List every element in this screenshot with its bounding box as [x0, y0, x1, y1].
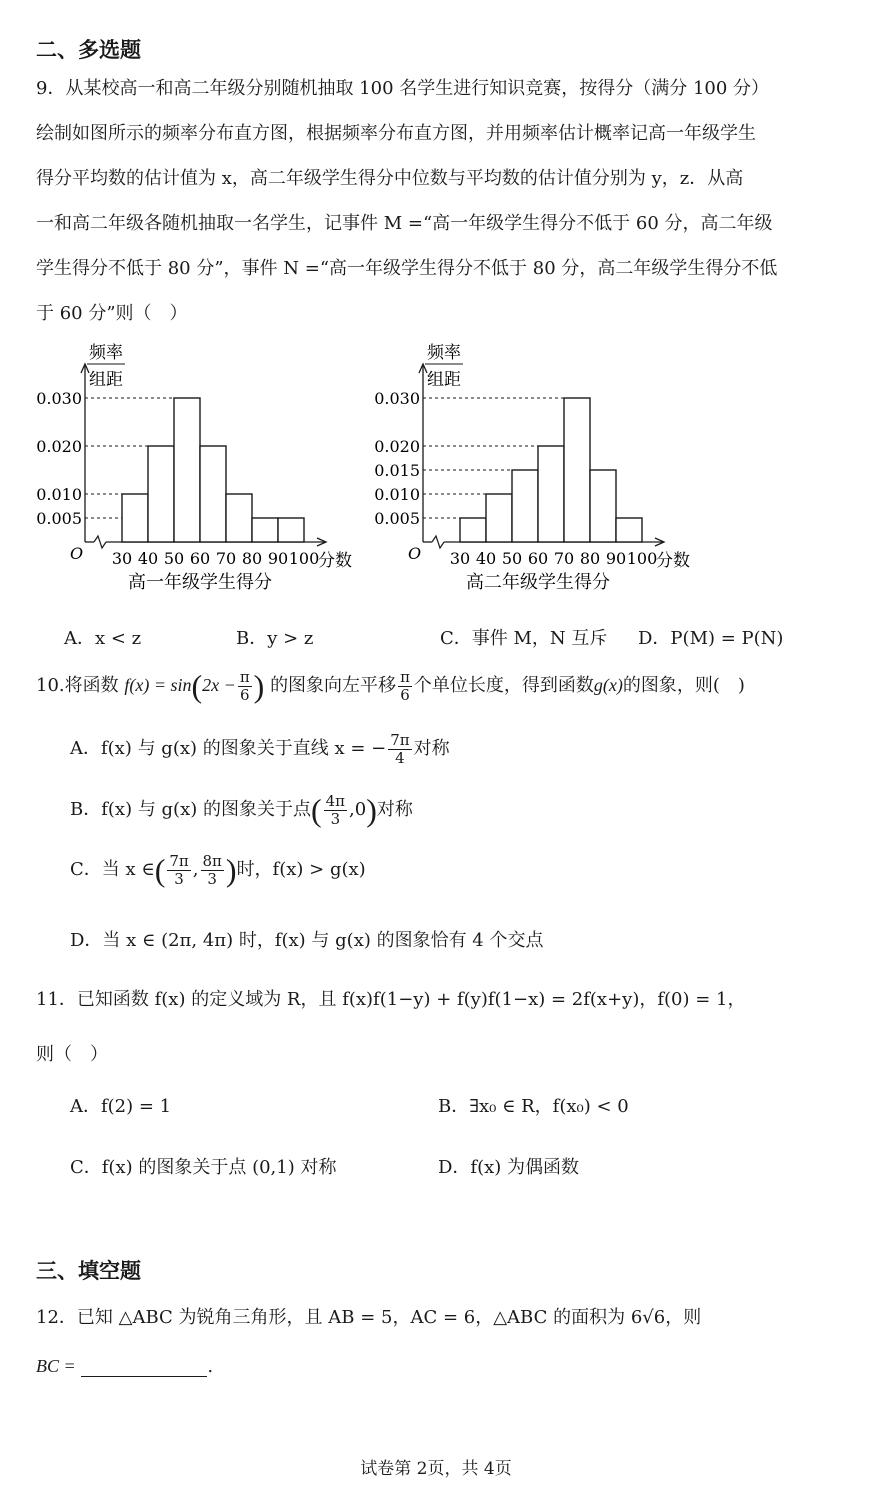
q10-gx: g(x): [593, 675, 623, 695]
hist1-bar-60-70: [200, 446, 226, 542]
hist1-x-tick-90: 90: [267, 549, 289, 568]
q10-shift-six: 6: [400, 685, 410, 704]
hist1-x-tick-80: 80: [241, 549, 263, 568]
q11-option-a[interactable]: A．f(2) = 1: [70, 1096, 172, 1117]
q10-option-a-num: 7π: [390, 731, 410, 749]
q11-stem-line-2: 则（ ）: [36, 1044, 108, 1065]
q10-option-d[interactable]: D．当 x ∈ (2π, 4π) 时，f(x) 与 g(x) 的图象恰有 4 个交点: [70, 930, 544, 951]
hist2-bar-90-100: [616, 518, 642, 542]
q10-option-b-text: f(x) 与 g(x) 的图象关于点: [101, 799, 311, 820]
q10-stem-text-c: 个单位长度，得到函数: [413, 675, 594, 696]
q10-option-a-den: 4: [395, 748, 405, 767]
q10-stem-text-b: 的图象向左平移: [270, 675, 397, 696]
q9-line-2: 绘制如图所示的频率分布直方图，根据频率分布直方图，并用频率估计概率记高一年级学生: [36, 123, 756, 144]
q9-option-b[interactable]: B．y > z: [236, 628, 314, 649]
hist1-bar-80-90: [252, 518, 278, 542]
q10-option-c-label: C．: [70, 859, 102, 880]
hist2-title: 高二年级学生得分: [466, 572, 610, 593]
hist2-ylabel-bottom: 组距: [427, 370, 461, 390]
q10-arg: 2x −: [202, 675, 236, 695]
hist2-x-tick-80: 80: [579, 549, 601, 568]
hist1-y-tick-2: 0.020: [36, 437, 82, 456]
hist1-x-tick-50: 50: [163, 549, 185, 568]
hist1-axis-break-icon: [94, 536, 106, 548]
hist2-axis-break-icon: [432, 536, 444, 548]
q10-option-a-post: 对称: [413, 738, 450, 759]
q11-option-b[interactable]: B．∃x₀ ∈ R，f(x₀) < 0: [438, 1096, 629, 1117]
q10-stem-text-d: 的图象，则( ): [622, 675, 745, 696]
hist2-bar-60-70: [538, 446, 564, 542]
hist2-x-tick-40: 40: [475, 549, 497, 568]
hist2-xlabel: 分数: [656, 551, 690, 571]
q12-answer-blank[interactable]: [81, 1358, 207, 1377]
q9-option-c[interactable]: C．事件 M，N 互斥: [440, 628, 608, 649]
q12-answer-line: [36, 1356, 213, 1377]
hist2-origin-label: O: [408, 544, 422, 563]
q10-option-c-num2: 8π: [202, 852, 222, 870]
hist1-bar-50-60: [174, 398, 200, 542]
q10-option-c-post: 时，f(x) > g(x): [236, 859, 366, 880]
q10-option-c-den1: 3: [174, 869, 184, 888]
hist2-bar-50-60: [512, 470, 538, 542]
hist1-x-tick-70: 70: [215, 549, 237, 568]
q12-answer-label: BC =: [36, 1356, 76, 1376]
hist2-x-tick-50: 50: [501, 549, 523, 568]
q10-pi: π: [239, 668, 250, 686]
q10-stem: 10.将函数 f(x) = sin(2x − $\frac{\pi}{6}$ ) 的图象向左平移 $\frac{\pi}{6}$ 个单位长度，得到函数g(x)的图象，则( ): [36, 668, 745, 704]
q10-option-c[interactable]: C．当 x ∈( $\frac{7\pi}{3}$ , $\frac{8\pi}{3}$ )时，f(x) > g(x): [70, 852, 366, 888]
q9-line-5: 学生得分不低于 80 分”，事件 N =“高一年级学生得分不低于 80 分，高二年级学生得分不低: [36, 258, 778, 279]
hist1-bar-90-100: [278, 518, 304, 542]
hist2-x-tick-30: 30: [449, 549, 471, 568]
hist1-bar-70-80: [226, 494, 252, 542]
hist2-y-tick-0: 0.005: [374, 509, 420, 528]
section-heading-fill-in: 三、填空题: [36, 1259, 141, 1283]
q10-option-c-den2: 3: [207, 869, 217, 888]
q9-option-d[interactable]: D．P(M) = P(N): [638, 628, 784, 649]
q10-option-b-den: 3: [330, 809, 341, 828]
q10-option-b-zero: ,0: [349, 799, 367, 820]
hist2-y-tick-3: 0.020: [374, 437, 420, 456]
hist2-ylabel-top: 频率: [427, 343, 461, 363]
q10-option-b-label: B．: [70, 799, 102, 820]
hist2-bar-70-80: [564, 398, 590, 542]
q11-stem-line-1: 11．已知函数 f(x) 的定义域为 R，且 f(x)f(1−y) + f(y)f(1−x) = 2f(x+y)，f(0) = 1，: [36, 989, 746, 1010]
q10-option-b-post: 对称: [376, 799, 413, 820]
hist1-xlabel: 分数: [318, 551, 352, 571]
hist1-origin-label: O: [70, 544, 84, 563]
q11-option-d[interactable]: D．f(x) 为偶函数: [438, 1157, 580, 1178]
hist1-x-tick-100: 100: [288, 549, 320, 568]
hist1-x-tick-60: 60: [189, 549, 211, 568]
q10-option-b[interactable]: B．f(x) 与 g(x) 的图象关于点( $\frac{4\pi}{3}$ ,0)对称: [70, 792, 413, 828]
q10-stem-text-a: 将函数: [64, 675, 119, 696]
q9-option-a[interactable]: A．x < z: [64, 628, 142, 649]
q12-stem: 12．已知 △ABC 为锐角三角形，且 AB = 5，AC = 6，△ABC 的面积为 6√6，则: [36, 1307, 702, 1328]
section-heading-multiple-choice: 二、多选题: [36, 38, 141, 62]
q9-line-4: 一和高二年级各随机抽取一名学生，记事件 M =“高一年级学生得分不低于 60 分，高二年级: [36, 213, 773, 234]
hist2-bar-30-40: [460, 518, 486, 542]
hist1-y-tick-1: 0.010: [36, 485, 82, 504]
q10-six: 6: [239, 685, 250, 704]
hist1-bar-40-50: [148, 446, 174, 542]
q10-fx: f(x) = sin: [124, 675, 192, 695]
q10-option-a-label: A．: [70, 738, 101, 759]
q10-option-b-num: 4π: [325, 792, 346, 810]
hist1-x-tick-30: 30: [111, 549, 133, 568]
q12-end: .: [207, 1356, 214, 1377]
q10-option-c-num1: 7π: [169, 852, 189, 870]
q9-line-1: 9．从某校高一和高二年级分别随机抽取 100 名学生进行知识竞赛，按得分（满分 100 分）: [36, 78, 770, 99]
q11-option-c[interactable]: C．f(x) 的图象关于点 (0,1) 对称: [70, 1157, 337, 1178]
q10-shift-pi: π: [400, 668, 410, 686]
histogram-grade11: [368, 336, 708, 602]
hist2-x-tick-70: 70: [553, 549, 575, 568]
hist1-bar-30-40: [122, 494, 148, 542]
hist1-ylabel-top: 频率: [89, 343, 123, 363]
hist1-y-tick-3: 0.030: [36, 389, 82, 408]
hist1-title: 高一年级学生得分: [128, 572, 272, 593]
hist1-x-tick-40: 40: [137, 549, 159, 568]
page-footer: 试卷第 2页，共 4页: [360, 1459, 512, 1479]
q10-option-c-text: 当 x ∈: [101, 859, 155, 880]
q9-line-6: 于 60 分”则（ ）: [36, 303, 188, 324]
q10-number: 10.: [36, 675, 65, 696]
histogram-grade10: [30, 336, 370, 602]
hist2-y-tick-1: 0.010: [374, 485, 420, 504]
q9-line-3: 得分平均数的估计值为 x，高二年级学生得分中位数与平均数的估计值分别为 y，z．从高: [36, 168, 744, 189]
hist2-y-tick-2: 0.015: [374, 461, 420, 480]
hist1-y-tick-0: 0.005: [36, 509, 82, 528]
q10-option-a[interactable]: [70, 732, 450, 766]
hist2-x-tick-60: 60: [527, 549, 549, 568]
hist2-x-tick-100: 100: [626, 549, 658, 568]
hist2-x-tick-90: 90: [605, 549, 627, 568]
hist2-bar-80-90: [590, 470, 616, 542]
hist2-bar-40-50: [486, 494, 512, 542]
hist1-ylabel-bottom: 组距: [89, 370, 123, 390]
q10-option-a-text: f(x) 与 g(x) 的图象关于直线 x = −: [101, 738, 387, 759]
hist2-y-tick-4: 0.030: [374, 389, 420, 408]
